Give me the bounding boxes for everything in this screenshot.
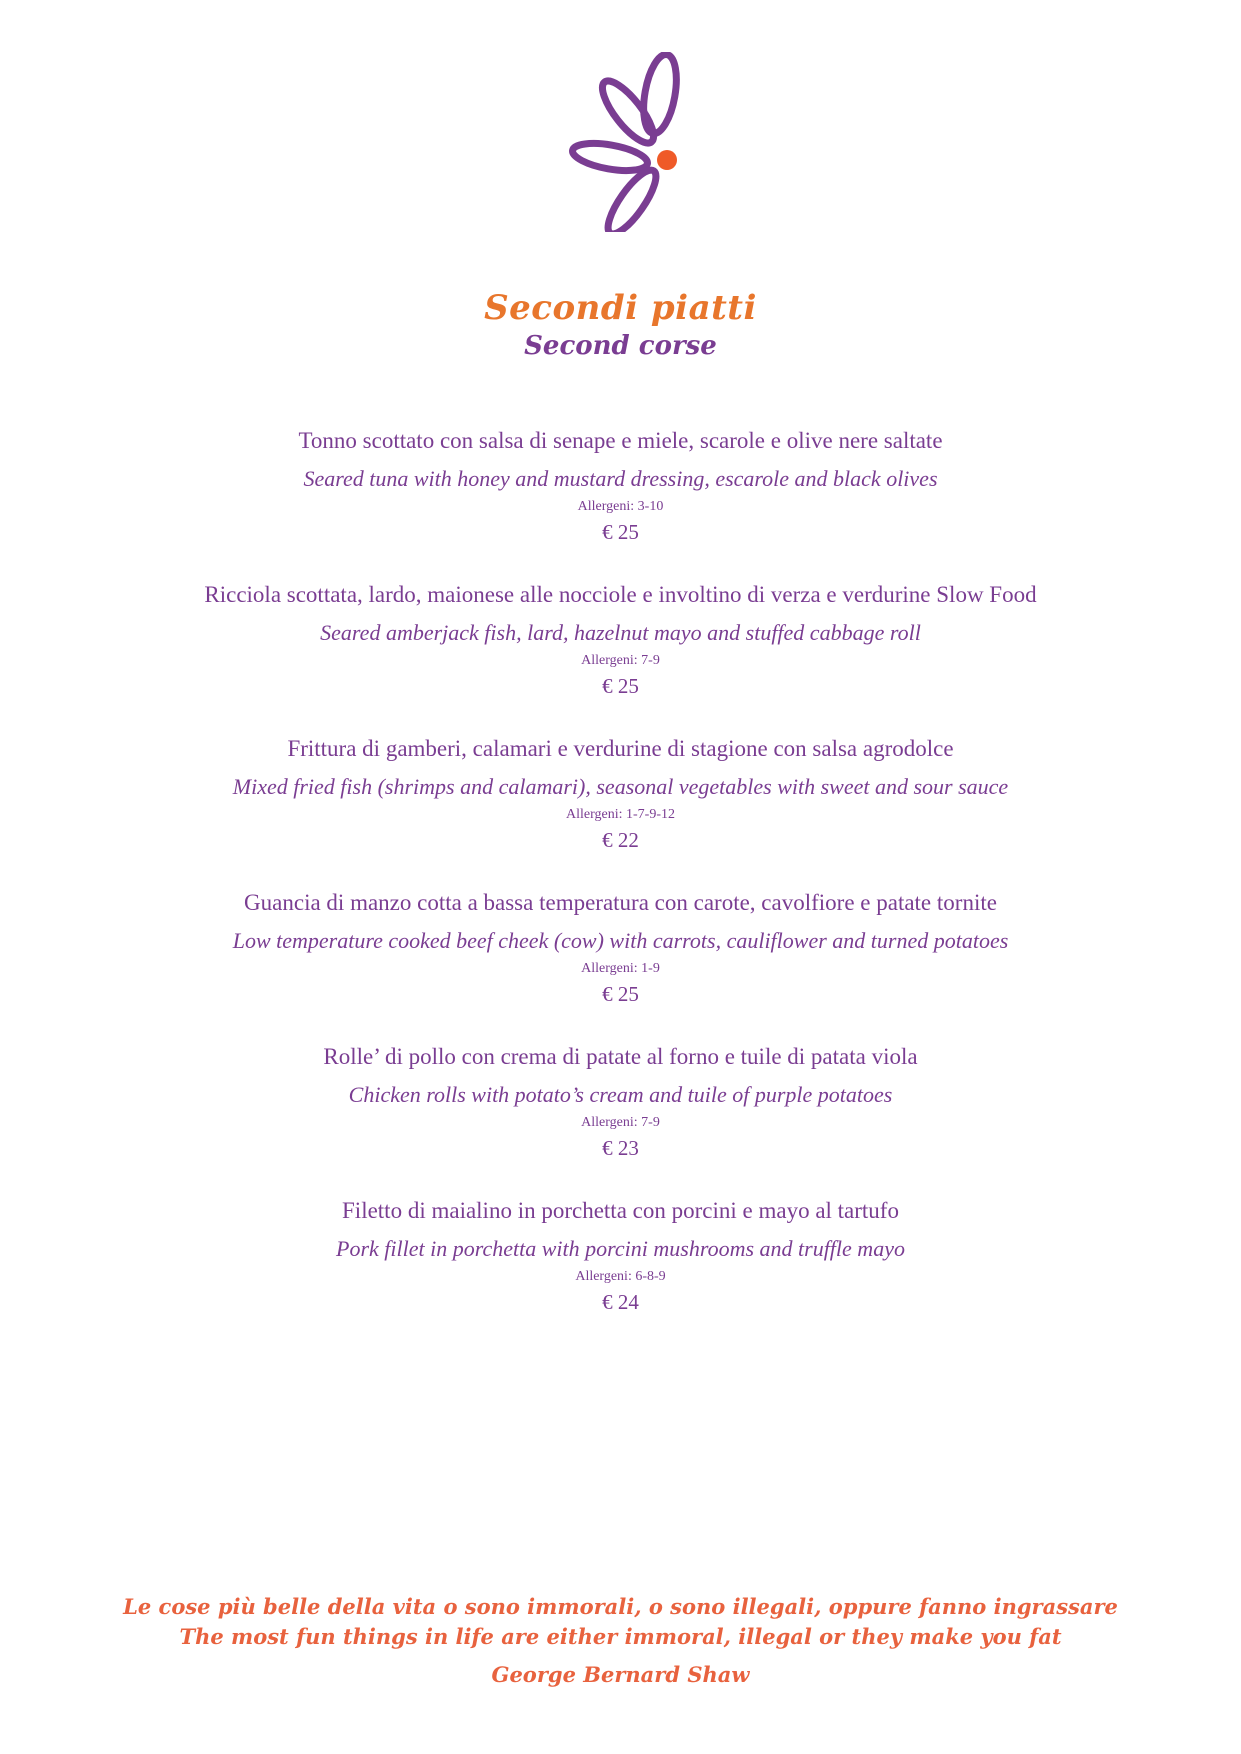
dish-item [0,886,1241,1040]
dish-allergens: Allergeni: 1-7-9-12 [566,807,675,822]
dish-name-italian: Tonno scottato con salsa di senape e miele, scarole e olive nere saltate [298,428,943,453]
dish-name-english: Seared tuna with honey and mustard dressing, escarole and black olives [303,466,938,491]
dish-name-italian: Rolle’ di pollo con crema di patate al forno e tuile di patata viola [323,1044,918,1069]
dish-name-english: Seared amberjack fish, lard, hazelnut mayo and stuffed cabbage roll [320,620,921,645]
dish-name-english: Mixed fried fish (shrimps and calamari), seasonal vegetables with sweet and sour sauce [232,774,1009,799]
dish-item [0,578,1241,732]
dish-list [0,424,1241,1348]
dish-price: € 23 [602,1136,639,1160]
dish-price: € 24 [602,1290,639,1314]
dish-item [0,1040,1241,1194]
quote-english: The most fun things in life are either immoral, illegal or they make you fat [179,1624,1062,1649]
quote-italian: Le cose più belle della vita o sono immorali, o sono illegali, oppure fanno ingrassare [123,1594,1118,1619]
dish-allergens: Allergeni: 6-8-9 [575,1269,666,1284]
dish-item [0,732,1241,886]
dish-name-english: Pork fillet in porchetta with porcini mushrooms and truffle mayo [336,1236,905,1261]
dish-allergens: Allergeni: 7-9 [581,1115,660,1130]
quote-author: George Bernard Shaw [491,1662,750,1687]
dish-allergens: Allergeni: 7-9 [581,653,660,668]
dish-price: € 22 [602,828,639,852]
dish-name-italian: Frittura di gamberi, calamari e verdurine di stagione con salsa agrodolce [287,736,954,761]
dish-name-italian: Guancia di manzo cotta a bassa temperatura con carote, cavolfiore e patate tornite [244,890,997,915]
dish-name-italian: Ricciola scottata, lardo, maionese alle nocciole e involtino di verza e verdurine Slow Food [204,582,1037,607]
section-subtitle: Second corse [524,331,717,361]
dish-price: € 25 [602,982,639,1006]
dish-name-english: Low temperature cooked beef cheek (cow) with carrots, cauliflower and turned potatoes [232,928,1009,953]
dish-allergens: Allergeni: 1-9 [581,961,660,976]
dish-price: € 25 [602,520,639,544]
section-title: Secondi piatti [484,288,757,328]
dish-item [0,424,1241,578]
dish-item [0,1194,1241,1348]
dish-allergens: Allergeni: 3-10 [577,499,664,514]
flower-logo-icon [560,52,690,232]
dish-price: € 25 [602,674,639,698]
dish-name-english: Chicken rolls with potato’s cream and tuile of purple potatoes [348,1082,893,1107]
dish-name-italian: Filetto di maialino in porchetta con porcini e mayo al tartufo [342,1198,899,1223]
